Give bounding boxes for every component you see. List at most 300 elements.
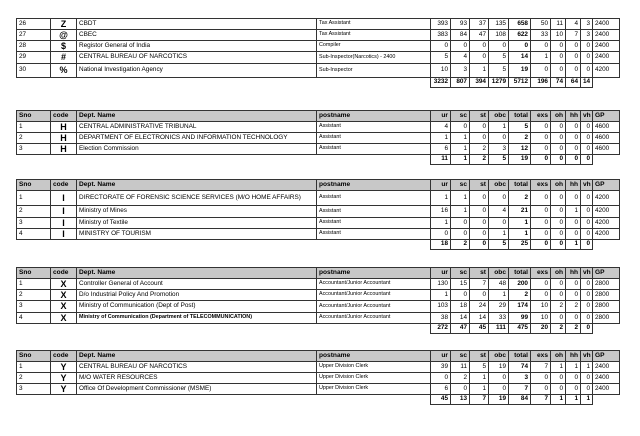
cell-dept: National Investigation Agency [77, 64, 317, 78]
cell-sno: 1 [17, 122, 51, 133]
cell-post: Assistant [317, 229, 431, 240]
cell-gp: 4200 [593, 218, 620, 229]
total-hh: 1 [566, 240, 581, 250]
cell-ur: 10 [431, 64, 451, 78]
column-header-hh: hh [566, 351, 581, 362]
cell-vh: 0 [581, 64, 593, 78]
cell-oh: 0 [551, 290, 566, 301]
total-exs: 7 [531, 395, 551, 405]
column-header-total: total [509, 111, 531, 122]
cell-dept: Ministry of Communication (Dept of Post) [77, 301, 317, 313]
cell-code: X [51, 290, 77, 301]
cell-oh: 0 [551, 52, 566, 64]
cell-post: Compiler [317, 41, 431, 52]
totals-end [593, 155, 620, 165]
cell-dept: CENTRAL BUREAU OF NARCOTICS [77, 52, 317, 64]
totals-spacer [17, 395, 431, 405]
column-header-post: postname [317, 111, 431, 122]
cell-dept: CBEC [77, 30, 317, 41]
total-obc: 5 [489, 240, 509, 250]
cell-obc: 29 [489, 301, 509, 313]
cell-vh: 0 [581, 384, 593, 395]
table-row [17, 206, 620, 218]
cell-code: Y [51, 362, 77, 373]
cell-hh: 0 [566, 122, 581, 133]
total-ur: 272 [431, 324, 451, 334]
cell-sno: 3 [17, 384, 51, 395]
cell-ur: 1 [431, 191, 451, 206]
total-exs: 0 [531, 240, 551, 250]
cell-gp: 4600 [593, 144, 620, 155]
cell-hh: 0 [566, 313, 581, 324]
cell-obc: 48 [489, 279, 509, 290]
total-hh: 0 [566, 155, 581, 165]
cell-total: 658 [509, 19, 531, 30]
total-ur: 18 [431, 240, 451, 250]
column-header-sc: sc [451, 180, 470, 191]
total-vh: 1 [581, 395, 593, 405]
cell-st: 0 [470, 218, 489, 229]
table-header-row [17, 111, 620, 122]
cell-gp: 2400 [593, 362, 620, 373]
cell-vh: 0 [581, 133, 593, 144]
cell-vh: 0 [581, 41, 593, 52]
cell-sno: 26 [17, 19, 51, 30]
column-header-exs: exs [531, 268, 551, 279]
section-x-table [16, 267, 620, 334]
total-st: 7 [470, 395, 489, 405]
cell-sc: 4 [451, 52, 470, 64]
cell-st: 0 [470, 122, 489, 133]
cell-gp: 4600 [593, 133, 620, 144]
cell-dept: D/o Industrial Policy And Promotion [77, 290, 317, 301]
cell-obc: 0 [489, 133, 509, 144]
column-header-total: total [509, 180, 531, 191]
cell-exs: 0 [531, 41, 551, 52]
cell-total: 12 [509, 144, 531, 155]
cell-ur: 0 [431, 41, 451, 52]
cell-hh: 0 [566, 279, 581, 290]
cell-gp: 2400 [593, 19, 620, 30]
cell-total: 99 [509, 313, 531, 324]
cell-total: 0 [509, 41, 531, 52]
totals-end [593, 395, 620, 405]
cell-sc: 84 [451, 30, 470, 41]
table-row [17, 41, 620, 52]
table-row [17, 373, 620, 384]
totals-spacer [17, 240, 431, 250]
totals-row [17, 324, 620, 334]
cell-gp: 2400 [593, 41, 620, 52]
cell-post: Assistant [317, 122, 431, 133]
cell-exs: 7 [531, 362, 551, 373]
cell-exs: 50 [531, 19, 551, 30]
cell-post: Accountant/Junior Accountant [317, 313, 431, 324]
total-exs: 196 [531, 78, 551, 88]
cell-code: Z [51, 19, 77, 30]
cell-sno: 1 [17, 191, 51, 206]
totals-spacer [17, 155, 431, 165]
cell-exs: 10 [531, 301, 551, 313]
total-vh: 0 [581, 155, 593, 165]
cell-ur: 38 [431, 313, 451, 324]
cell-exs: 0 [531, 122, 551, 133]
table-row [17, 301, 620, 313]
total-ur: 3232 [431, 78, 451, 88]
cell-total: 1 [509, 218, 531, 229]
total-total: 5712 [509, 78, 531, 88]
cell-dept: Controller General of Account [77, 279, 317, 290]
cell-post: Upper Division Clerk [317, 384, 431, 395]
column-header-sno: Sno [17, 111, 51, 122]
cell-total: 2 [509, 290, 531, 301]
cell-post: Accountant/Junior Accountant [317, 301, 431, 313]
column-header-dept: Dept. Name [77, 180, 317, 191]
column-header-obc: obc [489, 180, 509, 191]
cell-code: Y [51, 384, 77, 395]
cell-ur: 383 [431, 30, 451, 41]
cell-total: 21 [509, 206, 531, 218]
cell-sc: 1 [451, 191, 470, 206]
column-header-hh: hh [566, 268, 581, 279]
continuation-rows [17, 19, 620, 88]
cell-post: Assistant [317, 191, 431, 206]
cell-ur: 6 [431, 384, 451, 395]
cell-ur: 5 [431, 52, 451, 64]
cell-st: 14 [470, 313, 489, 324]
total-hh: 1 [566, 395, 581, 405]
cell-sc: 3 [451, 64, 470, 78]
column-header-sno: Sno [17, 180, 51, 191]
cell-dept: DEPARTMENT OF ELECTRONICS AND INFORMATION TECHNOLOGY [77, 133, 317, 144]
column-header-post: postname [317, 180, 431, 191]
column-header-ur: ur [431, 351, 451, 362]
cell-hh: 4 [566, 19, 581, 30]
cell-obc: 5 [489, 52, 509, 64]
cell-total: 19 [509, 64, 531, 78]
column-header-ur: ur [431, 111, 451, 122]
totals-end [593, 78, 620, 88]
cell-hh: 1 [566, 362, 581, 373]
cell-obc: 3 [489, 144, 509, 155]
cell-code: I [51, 206, 77, 218]
cell-oh: 1 [551, 362, 566, 373]
column-header-sc: sc [451, 111, 470, 122]
cell-sc: 14 [451, 313, 470, 324]
cell-oh: 0 [551, 133, 566, 144]
column-header-st: st [470, 351, 489, 362]
cell-gp: 4600 [593, 122, 620, 133]
cell-dept: Ministry of Communication (Department of TELECOMMUNICATION) [77, 313, 317, 324]
section-x-rows [17, 279, 620, 334]
cell-dept: Registor General of India [77, 41, 317, 52]
totals-row [17, 78, 620, 88]
cell-oh: 2 [551, 301, 566, 313]
cell-gp: 2400 [593, 373, 620, 384]
total-total: 25 [509, 240, 531, 250]
table-row [17, 19, 620, 30]
column-header-code: code [51, 180, 77, 191]
total-oh: 0 [551, 155, 566, 165]
total-exs: 0 [531, 155, 551, 165]
cell-total: 2 [509, 191, 531, 206]
column-header-post: postname [317, 351, 431, 362]
column-header-sc: sc [451, 351, 470, 362]
cell-code: Y [51, 373, 77, 384]
table-row [17, 279, 620, 290]
total-vh: 0 [581, 240, 593, 250]
total-ur: 45 [431, 395, 451, 405]
cell-dept: MINISTRY OF TOURISM [77, 229, 317, 240]
cell-exs: 0 [531, 64, 551, 78]
cell-sno: 1 [17, 279, 51, 290]
cell-sno: 4 [17, 313, 51, 324]
cell-obc: 5 [489, 64, 509, 78]
cell-total: 622 [509, 30, 531, 41]
cell-exs: 0 [531, 206, 551, 218]
cell-ur: 0 [431, 373, 451, 384]
cell-st: 1 [470, 373, 489, 384]
cell-ur: 0 [431, 229, 451, 240]
column-header-post: postname [317, 268, 431, 279]
table-row [17, 313, 620, 324]
cell-vh: 3 [581, 19, 593, 30]
cell-hh: 7 [566, 30, 581, 41]
cell-hh: 0 [566, 133, 581, 144]
cell-obc: 108 [489, 30, 509, 41]
cell-ur: 6 [431, 144, 451, 155]
cell-gp: 2800 [593, 279, 620, 290]
column-header-oh: oh [551, 268, 566, 279]
totals-spacer [17, 324, 431, 334]
cell-dept: Ministry of Textile [77, 218, 317, 229]
total-total: 475 [509, 324, 531, 334]
cell-vh: 0 [581, 373, 593, 384]
cell-sno: 2 [17, 133, 51, 144]
cell-gp: 2800 [593, 313, 620, 324]
column-header-vh: vh [581, 111, 593, 122]
total-hh: 2 [566, 324, 581, 334]
column-header-st: st [470, 180, 489, 191]
cell-total: 2 [509, 133, 531, 144]
column-header-dept: Dept. Name [77, 111, 317, 122]
cell-exs: 0 [531, 191, 551, 206]
cell-st: 24 [470, 301, 489, 313]
cell-sc: 1 [451, 133, 470, 144]
table-header-row [17, 180, 620, 191]
cell-vh: 0 [581, 206, 593, 218]
table-row [17, 218, 620, 229]
column-header-oh: oh [551, 180, 566, 191]
cell-vh: 0 [581, 144, 593, 155]
totals-row [17, 395, 620, 405]
column-header-code: code [51, 268, 77, 279]
cell-sno: 3 [17, 144, 51, 155]
column-header-gp: GP [593, 180, 620, 191]
cell-exs: 33 [531, 30, 551, 41]
section-y-table [16, 350, 620, 405]
cell-sc: 0 [451, 229, 470, 240]
cell-exs: 0 [531, 290, 551, 301]
cell-code: X [51, 313, 77, 324]
cell-code: @ [51, 30, 77, 41]
cell-total: 14 [509, 52, 531, 64]
cell-oh: 0 [551, 384, 566, 395]
cell-total: 7 [509, 384, 531, 395]
table-row [17, 384, 620, 395]
cell-st: 1 [470, 64, 489, 78]
column-header-dept: Dept. Name [77, 351, 317, 362]
cell-gp: 2400 [593, 52, 620, 64]
column-header-exs: exs [531, 351, 551, 362]
column-header-sc: sc [451, 268, 470, 279]
cell-dept: Election Commission [77, 144, 317, 155]
cell-vh: 0 [581, 52, 593, 64]
cell-st: 0 [470, 290, 489, 301]
continuation-table [16, 18, 620, 88]
table-row [17, 122, 620, 133]
cell-code: I [51, 191, 77, 206]
column-header-vh: vh [581, 180, 593, 191]
cell-oh: 0 [551, 144, 566, 155]
cell-code: I [51, 229, 77, 240]
cell-total: 1 [509, 229, 531, 240]
cell-st: 7 [470, 279, 489, 290]
total-oh: 2 [551, 324, 566, 334]
total-exs: 20 [531, 324, 551, 334]
cell-total: 3 [509, 373, 531, 384]
table-row [17, 144, 620, 155]
cell-st: 37 [470, 19, 489, 30]
table-row [17, 133, 620, 144]
cell-sno: 2 [17, 206, 51, 218]
cell-obc: 0 [489, 373, 509, 384]
cell-dept: CBDT [77, 19, 317, 30]
total-obc: 5 [489, 155, 509, 165]
column-header-code: code [51, 351, 77, 362]
cell-hh: 0 [566, 144, 581, 155]
total-sc: 47 [451, 324, 470, 334]
section-i-rows [17, 191, 620, 250]
cell-vh: 1 [581, 362, 593, 373]
cell-sc: 15 [451, 279, 470, 290]
cell-oh: 0 [551, 373, 566, 384]
cell-sno: 30 [17, 64, 51, 78]
total-hh: 64 [566, 78, 581, 88]
cell-st: 47 [470, 30, 489, 41]
cell-st: 5 [470, 362, 489, 373]
cell-gp: 4200 [593, 206, 620, 218]
cell-ur: 103 [431, 301, 451, 313]
cell-gp: 2800 [593, 301, 620, 313]
cell-sno: 3 [17, 301, 51, 313]
column-header-total: total [509, 268, 531, 279]
cell-post: Tax Assistant [317, 30, 431, 41]
cell-sc: 1 [451, 144, 470, 155]
cell-sc: 0 [451, 384, 470, 395]
cell-exs: 0 [531, 373, 551, 384]
total-sc: 2 [451, 240, 470, 250]
table-row [17, 229, 620, 240]
cell-code: H [51, 133, 77, 144]
total-sc: 1 [451, 155, 470, 165]
cell-sno: 29 [17, 52, 51, 64]
total-oh: 0 [551, 240, 566, 250]
cell-obc: 0 [489, 41, 509, 52]
totals-row [17, 155, 620, 165]
cell-post: Accountant/Junior Accountant [317, 290, 431, 301]
table-row [17, 290, 620, 301]
column-header-dept: Dept. Name [77, 268, 317, 279]
cell-exs: 0 [531, 218, 551, 229]
cell-dept: M/O WATER RESOURCES [77, 373, 317, 384]
cell-sc: 93 [451, 19, 470, 30]
cell-obc: 33 [489, 313, 509, 324]
cell-hh: 0 [566, 229, 581, 240]
cell-dept: Ministry of Mines [77, 206, 317, 218]
cell-dept: Office Of Development Commissioner (MSME) [77, 384, 317, 395]
cell-sno: 3 [17, 218, 51, 229]
table-row [17, 30, 620, 41]
cell-exs: 0 [531, 279, 551, 290]
total-sc: 13 [451, 395, 470, 405]
cell-st: 2 [470, 144, 489, 155]
cell-obc: 0 [489, 218, 509, 229]
cell-post: Assistant [317, 144, 431, 155]
column-header-sno: Sno [17, 268, 51, 279]
table-row [17, 362, 620, 373]
column-header-exs: exs [531, 111, 551, 122]
cell-ur: 4 [431, 122, 451, 133]
cell-oh: 0 [551, 229, 566, 240]
cell-hh: 0 [566, 64, 581, 78]
cell-sc: 1 [451, 206, 470, 218]
cell-sc: 0 [451, 41, 470, 52]
cell-code: I [51, 218, 77, 229]
cell-post: Assistant [317, 133, 431, 144]
section-y-rows [17, 362, 620, 405]
table-header-row [17, 268, 620, 279]
column-header-gp: GP [593, 268, 620, 279]
column-header-hh: hh [566, 111, 581, 122]
column-header-st: st [470, 111, 489, 122]
column-header-total: total [509, 351, 531, 362]
totals-end [593, 240, 620, 250]
cell-hh: 0 [566, 41, 581, 52]
cell-gp: 4200 [593, 64, 620, 78]
cell-code: # [51, 52, 77, 64]
table-row [17, 191, 620, 206]
cell-post: Sub-Inspector [317, 64, 431, 78]
cell-oh: 11 [551, 19, 566, 30]
cell-oh: 0 [551, 41, 566, 52]
cell-post: Sub-Inspector(Narcotics) - 2400 [317, 52, 431, 64]
cell-sc: 0 [451, 122, 470, 133]
total-ur: 11 [431, 155, 451, 165]
cell-obc: 1 [489, 229, 509, 240]
column-header-obc: obc [489, 268, 509, 279]
cell-oh: 0 [551, 122, 566, 133]
total-vh: 0 [581, 324, 593, 334]
cell-dept: CENTRAL ADMINISTRATIVE TRIBUNAL [77, 122, 317, 133]
section-y-header [17, 351, 620, 362]
total-vh: 14 [581, 78, 593, 88]
cell-code: % [51, 64, 77, 78]
cell-vh: 0 [581, 122, 593, 133]
cell-oh: 0 [551, 206, 566, 218]
cell-hh: 0 [566, 191, 581, 206]
cell-exs: 0 [531, 133, 551, 144]
